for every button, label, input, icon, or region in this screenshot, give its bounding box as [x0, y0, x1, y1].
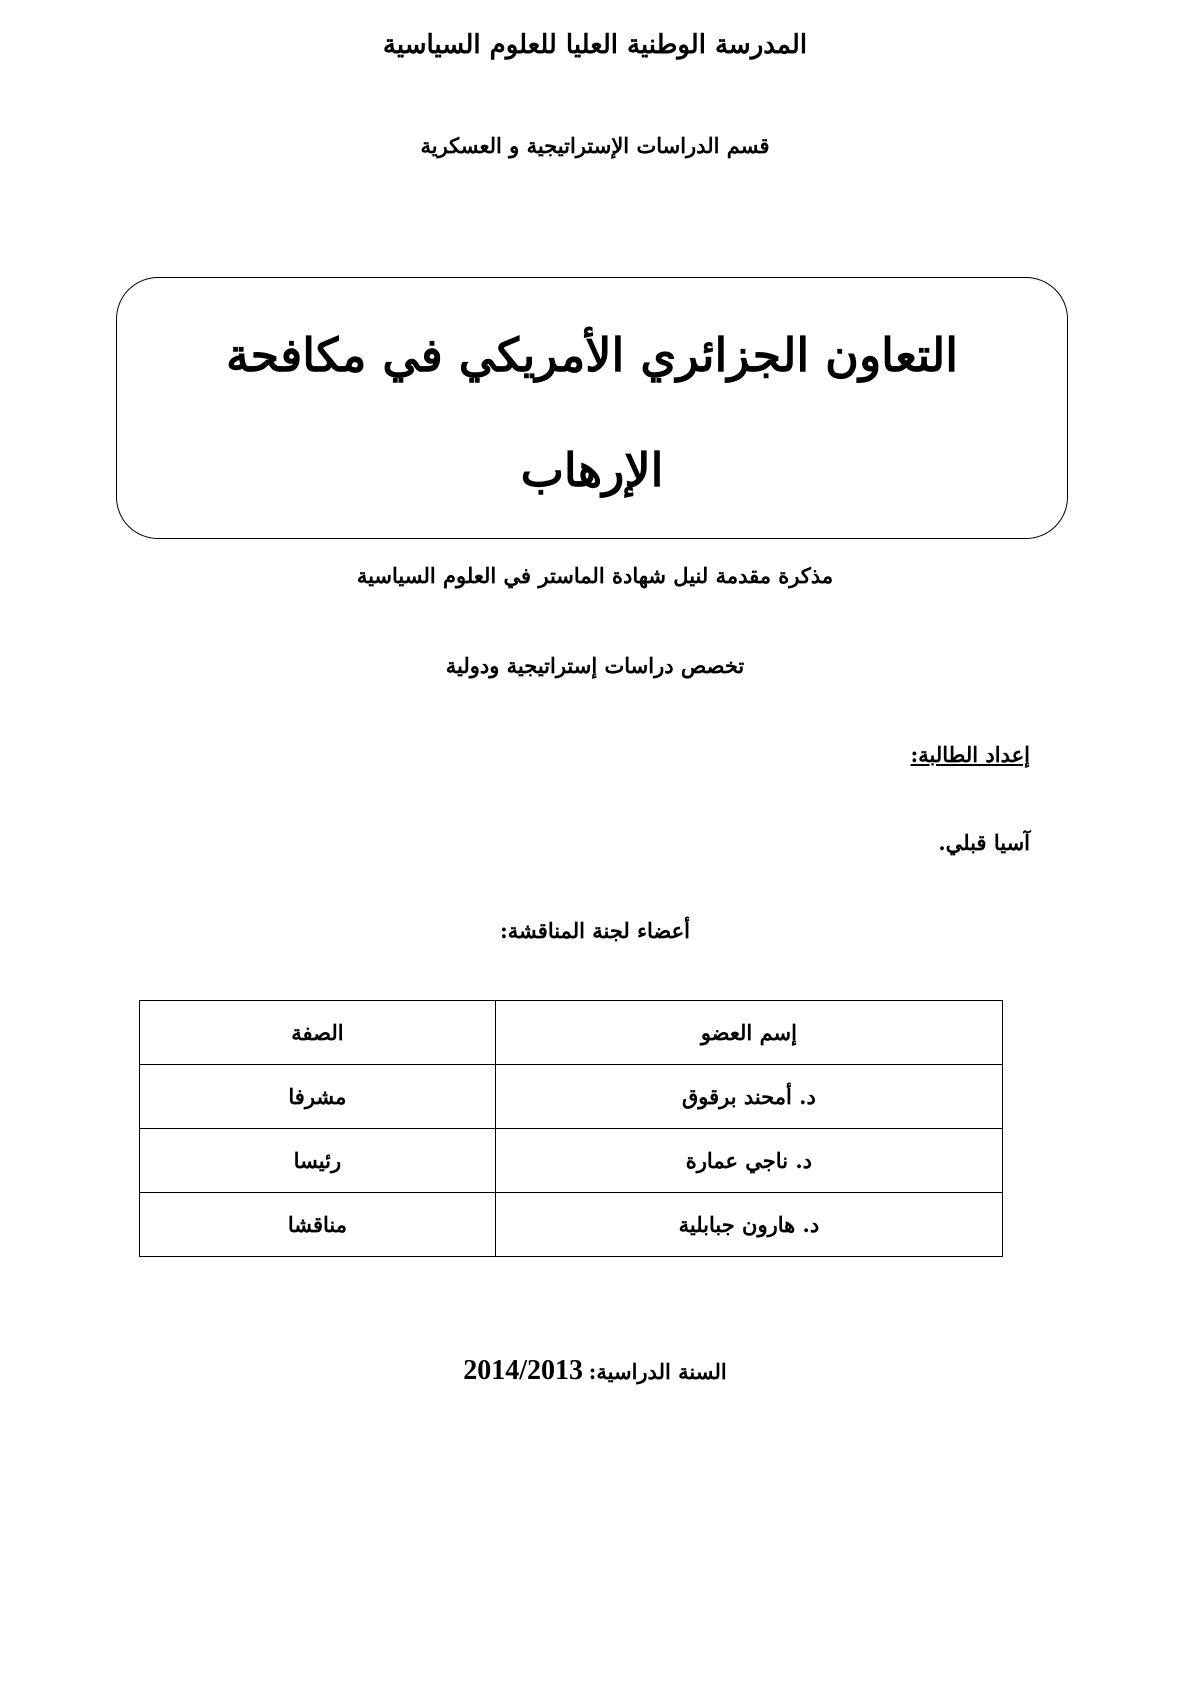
thesis-title-line-1: التعاون الجزائري الأمريكي في مكافحة [225, 328, 959, 382]
member-name: د. أمحند برقوق [495, 1065, 1002, 1129]
department-name: قسم الدراسات الإستراتيجية و العسكرية [420, 133, 770, 158]
member-role: مشرفا [140, 1065, 496, 1129]
member-name: د. ناجي عمارة [495, 1129, 1002, 1193]
thesis-title-line-2: الإرهاب [520, 443, 664, 497]
table-row [140, 1129, 1003, 1193]
column-header-name: إسم العضو [495, 1001, 1002, 1065]
committee-table [139, 1000, 1003, 1257]
academic-year [0, 1355, 1190, 1387]
table-header-row [140, 1001, 1003, 1065]
prepared-by-label: إعداد الطالبة: [910, 742, 1030, 767]
table-row [140, 1193, 1003, 1257]
school-name: المدرسة الوطنية العليا للعلوم السياسية [382, 30, 808, 60]
student-name: آسيا قبلي. [938, 830, 1030, 855]
committee-heading: أعضاء لجنة المناقشة: [500, 918, 690, 943]
table-row [140, 1065, 1003, 1129]
member-role: مناقشا [140, 1193, 496, 1257]
academic-year-value: 2014/2013 [463, 1355, 584, 1386]
member-role: رئيسا [140, 1129, 496, 1193]
member-name: د. هارون جبابلية [495, 1193, 1002, 1257]
academic-year-label: السنة الدراسية: [588, 1359, 727, 1384]
specialization: تخصص دراسات إستراتيجية ودولية [445, 653, 745, 678]
degree-statement: مذكرة مقدمة لنيل شهادة الماستر في العلوم السياسية [356, 563, 834, 588]
column-header-role: الصفة [140, 1001, 496, 1065]
title-frame [116, 277, 1068, 539]
